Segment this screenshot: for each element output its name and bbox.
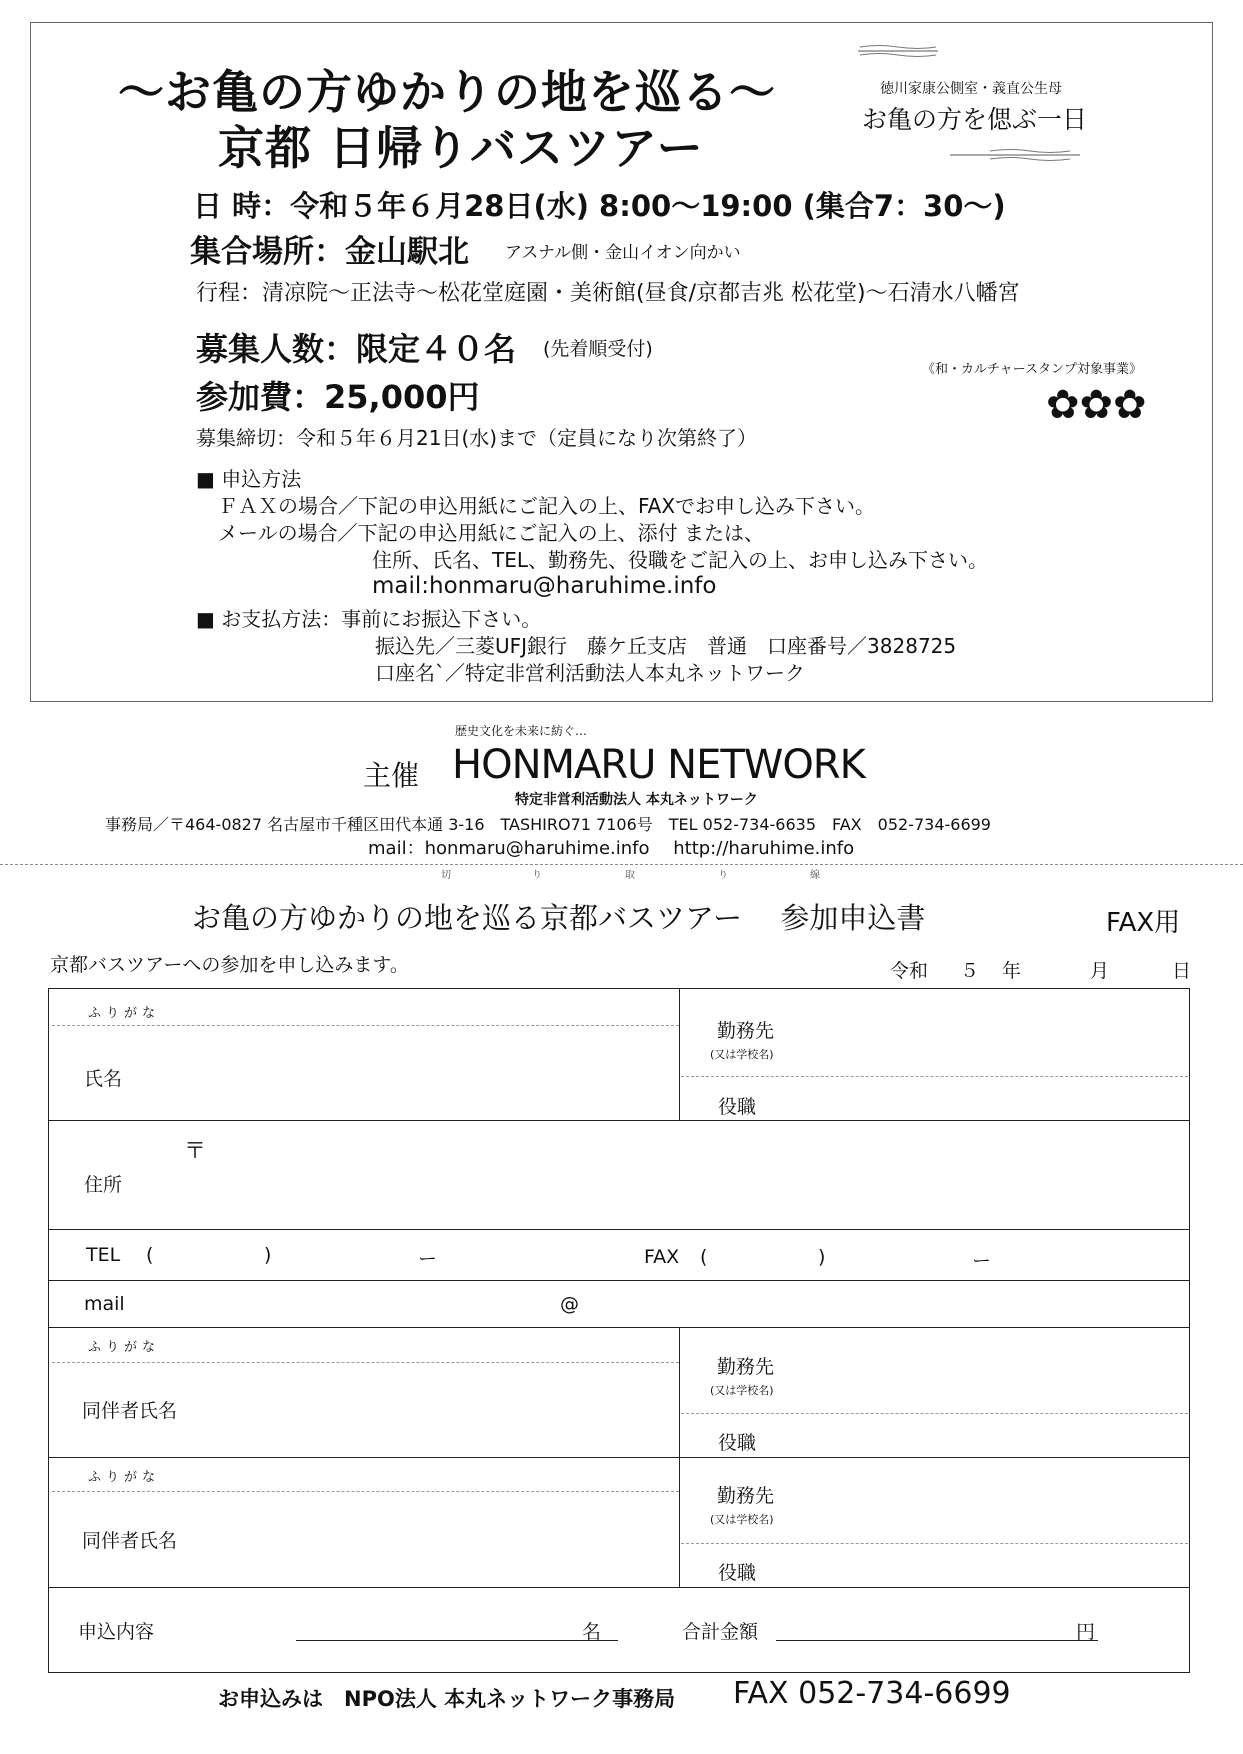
form-intro: 京都バスツアーへの参加を申し込みます。 bbox=[50, 954, 409, 976]
row-divider bbox=[48, 1327, 1190, 1328]
footer-fax: FAX 052-734-6699 bbox=[733, 1676, 1011, 1711]
date-year-unit: 年 bbox=[1002, 960, 1022, 982]
organizer-contact: mail：honmaru@haruhime.info http://haruhime.info bbox=[368, 838, 855, 859]
tour-title-line2: 京都 日帰りバスツアー bbox=[218, 121, 704, 175]
apply-mail-address: mail:honmaru@haruhime.info bbox=[372, 573, 717, 599]
culture-stamps bbox=[1046, 382, 1147, 428]
furigana-label: ふりがな bbox=[88, 1340, 161, 1355]
participation-fee: 参加費：25,000円 bbox=[196, 378, 480, 416]
sakura-icon: ✿ bbox=[1113, 382, 1147, 428]
companion2-workplace-input[interactable] bbox=[800, 1462, 1185, 1540]
organizer-tagline: 歴史文化を未来に紡ぐ… bbox=[455, 724, 588, 738]
companion1-position-input[interactable] bbox=[800, 1417, 1185, 1453]
fax-paren-close: ) bbox=[818, 1246, 826, 1268]
footer-apply-to: お申込みは NPO法人 本丸ネットワーク事務局 bbox=[218, 1687, 676, 1711]
apply-by-mail-detail: 住所、氏名、TEL、勤務先、役職をご記入の上、お申し込み下さい。 bbox=[372, 548, 988, 572]
fax-paren-open: ( bbox=[700, 1246, 708, 1268]
capacity-note: (先着順受付) bbox=[543, 338, 653, 360]
column-divider bbox=[679, 988, 680, 1120]
sakura-icon: ✿ bbox=[1079, 382, 1114, 428]
furigana-label: ふりがな bbox=[88, 1006, 161, 1021]
postal-mark: 〒 bbox=[184, 1139, 207, 1164]
wave-ornament-bottom-icon bbox=[950, 148, 1080, 162]
badge-line1: 徳川家康公側室・義直公生母 bbox=[880, 81, 1062, 97]
position-label: 役職 bbox=[718, 1096, 757, 1118]
furigana-label: ふりがな bbox=[88, 1470, 161, 1485]
cut-line bbox=[0, 864, 1243, 865]
form-title: お亀の方ゆかりの地を巡る京都バスツアー 参加申込書 bbox=[192, 901, 926, 935]
meeting-place: 集合場所：金山駅北 bbox=[190, 234, 469, 270]
workplace-input[interactable] bbox=[800, 994, 1185, 1072]
companion2-position-input[interactable] bbox=[800, 1547, 1185, 1583]
tel-label: TEL bbox=[86, 1244, 121, 1266]
row-divider bbox=[48, 1120, 1190, 1121]
address-label: 住所 bbox=[84, 1174, 123, 1196]
date-year: ５ bbox=[960, 960, 980, 982]
cut-line-char: 切 bbox=[441, 870, 451, 881]
companion2-name-input[interactable] bbox=[210, 1496, 670, 1582]
content-label: 申込内容 bbox=[78, 1621, 155, 1643]
companion-name-label: 同伴者氏名 bbox=[82, 1400, 178, 1422]
row-divider bbox=[48, 1280, 1190, 1281]
column-divider bbox=[679, 1327, 680, 1587]
name-furigana-input[interactable] bbox=[190, 994, 670, 1022]
badge-line2: お亀の方を偲ぶ一日 bbox=[862, 105, 1088, 134]
payment-account-name: 口座名`／特定非営利活動法人本丸ネットワーク bbox=[375, 661, 805, 685]
workplace-label: 勤務先 bbox=[717, 1020, 775, 1042]
organizer-office: 事務局／〒464-0827 名古屋市千種区田代本通 3-16 TASHIRO71 7106号 TEL 052-734-6635 FAX 052-734-6699 bbox=[105, 815, 991, 834]
row-divider bbox=[48, 1229, 1190, 1230]
position-label: 役職 bbox=[718, 1432, 757, 1454]
furigana-divider bbox=[52, 1362, 679, 1363]
date-era: 令和 bbox=[890, 960, 929, 982]
culture-stamp-label: 《和・カルチャースタンプ対象事業》 bbox=[922, 362, 1142, 377]
row-divider bbox=[48, 1587, 1190, 1588]
tour-title-line1: 〜お亀の方ゆかりの地を巡る〜 bbox=[118, 65, 776, 119]
wave-ornament-top-icon bbox=[858, 44, 1078, 58]
total-amount-input[interactable] bbox=[776, 1604, 1066, 1638]
at-mark: @ bbox=[560, 1293, 579, 1315]
tel-dash: ー bbox=[418, 1248, 438, 1270]
apply-method-heading: ■ 申込方法 bbox=[196, 467, 302, 491]
workplace-label: 勤務先 bbox=[717, 1356, 775, 1378]
workplace-divider bbox=[681, 1543, 1188, 1544]
companion-name-label: 同伴者氏名 bbox=[82, 1530, 178, 1552]
workplace-sub-label: (又は学校名) bbox=[710, 1513, 774, 1526]
capacity: 募集人数：限定４０名 bbox=[196, 330, 517, 368]
cut-line-char: り bbox=[532, 870, 542, 881]
organizer-label: 主催 bbox=[363, 759, 420, 792]
position-input[interactable] bbox=[800, 1080, 1185, 1118]
itinerary: 行程：清凉院〜正法寺〜松花堂庭園・美術館(昼食/京都吉兆 松花堂)〜石清水八幡宮 bbox=[196, 281, 1020, 306]
mail-label: mail bbox=[84, 1293, 125, 1315]
furigana-divider bbox=[52, 1491, 679, 1492]
fax-input[interactable] bbox=[715, 1234, 1185, 1276]
payment-bank: 振込先／三菱UFJ銀行 藤ケ丘支店 普通 口座番号／3828725 bbox=[375, 634, 957, 658]
workplace-sub-label: (又は学校名) bbox=[710, 1384, 774, 1397]
total-amount-underline bbox=[776, 1640, 1098, 1641]
address-input[interactable] bbox=[210, 1124, 1185, 1224]
people-count-underline bbox=[296, 1640, 618, 1641]
name-input[interactable] bbox=[190, 1030, 670, 1116]
application-deadline: 募集締切：令和５年６月21日(水)まで（定員になり次第終了） bbox=[196, 426, 758, 450]
row-divider bbox=[48, 1457, 1190, 1458]
organizer-name-en: HONMARU NETWORK bbox=[452, 742, 865, 788]
people-count-input[interactable] bbox=[296, 1604, 572, 1638]
cut-line-char: 取 bbox=[625, 870, 635, 881]
total-label: 合計金額 bbox=[682, 1621, 759, 1643]
tel-paren-close: ) bbox=[264, 1244, 272, 1266]
meeting-place-note: アスナル側・金山イオン向かい bbox=[505, 243, 741, 263]
furigana-divider bbox=[52, 1025, 679, 1026]
organizer-name-ja: 特定非営利活動法人 本丸ネットワーク bbox=[515, 792, 758, 808]
mail-input[interactable] bbox=[140, 1284, 1185, 1324]
companion1-workplace-input[interactable] bbox=[800, 1332, 1185, 1410]
payment-heading: ■ お支払方法：事前にお振込下さい。 bbox=[196, 607, 542, 631]
name-label: 氏名 bbox=[84, 1068, 123, 1090]
fax-dash: ー bbox=[972, 1250, 992, 1272]
tel-input[interactable] bbox=[160, 1234, 660, 1276]
apply-by-mail: メールの場合／下記の申込用紙にご記入の上、添付 または、 bbox=[218, 521, 764, 545]
companion1-name-input[interactable] bbox=[210, 1366, 670, 1452]
position-label: 役職 bbox=[718, 1562, 757, 1584]
workplace-divider bbox=[681, 1413, 1188, 1414]
people-unit: 名 bbox=[582, 1621, 602, 1643]
form-fax-tag: FAX用 bbox=[1106, 908, 1181, 938]
fax-label: FAX bbox=[644, 1246, 680, 1268]
workplace-sub-label: (又は学校名) bbox=[710, 1048, 774, 1061]
workplace-divider bbox=[681, 1076, 1188, 1077]
tel-paren-open: ( bbox=[146, 1244, 154, 1266]
tour-datetime: 日 時：令和５年６月28日(水) 8:00～19:00 (集合7：30～) bbox=[193, 189, 1006, 223]
sakura-icon: ✿ bbox=[1046, 382, 1080, 428]
yen-unit: 円 bbox=[1076, 1621, 1096, 1643]
workplace-label: 勤務先 bbox=[717, 1485, 775, 1507]
cut-line-char: 線 bbox=[810, 870, 820, 881]
cut-line-char: り bbox=[718, 870, 728, 881]
date-month-unit: 月 bbox=[1090, 960, 1110, 982]
apply-by-fax: ＦＡＸの場合／下記の申込用紙にご記入の上、FAXでお申し込み下さい。 bbox=[218, 494, 876, 518]
date-day-unit: 日 bbox=[1172, 960, 1192, 982]
